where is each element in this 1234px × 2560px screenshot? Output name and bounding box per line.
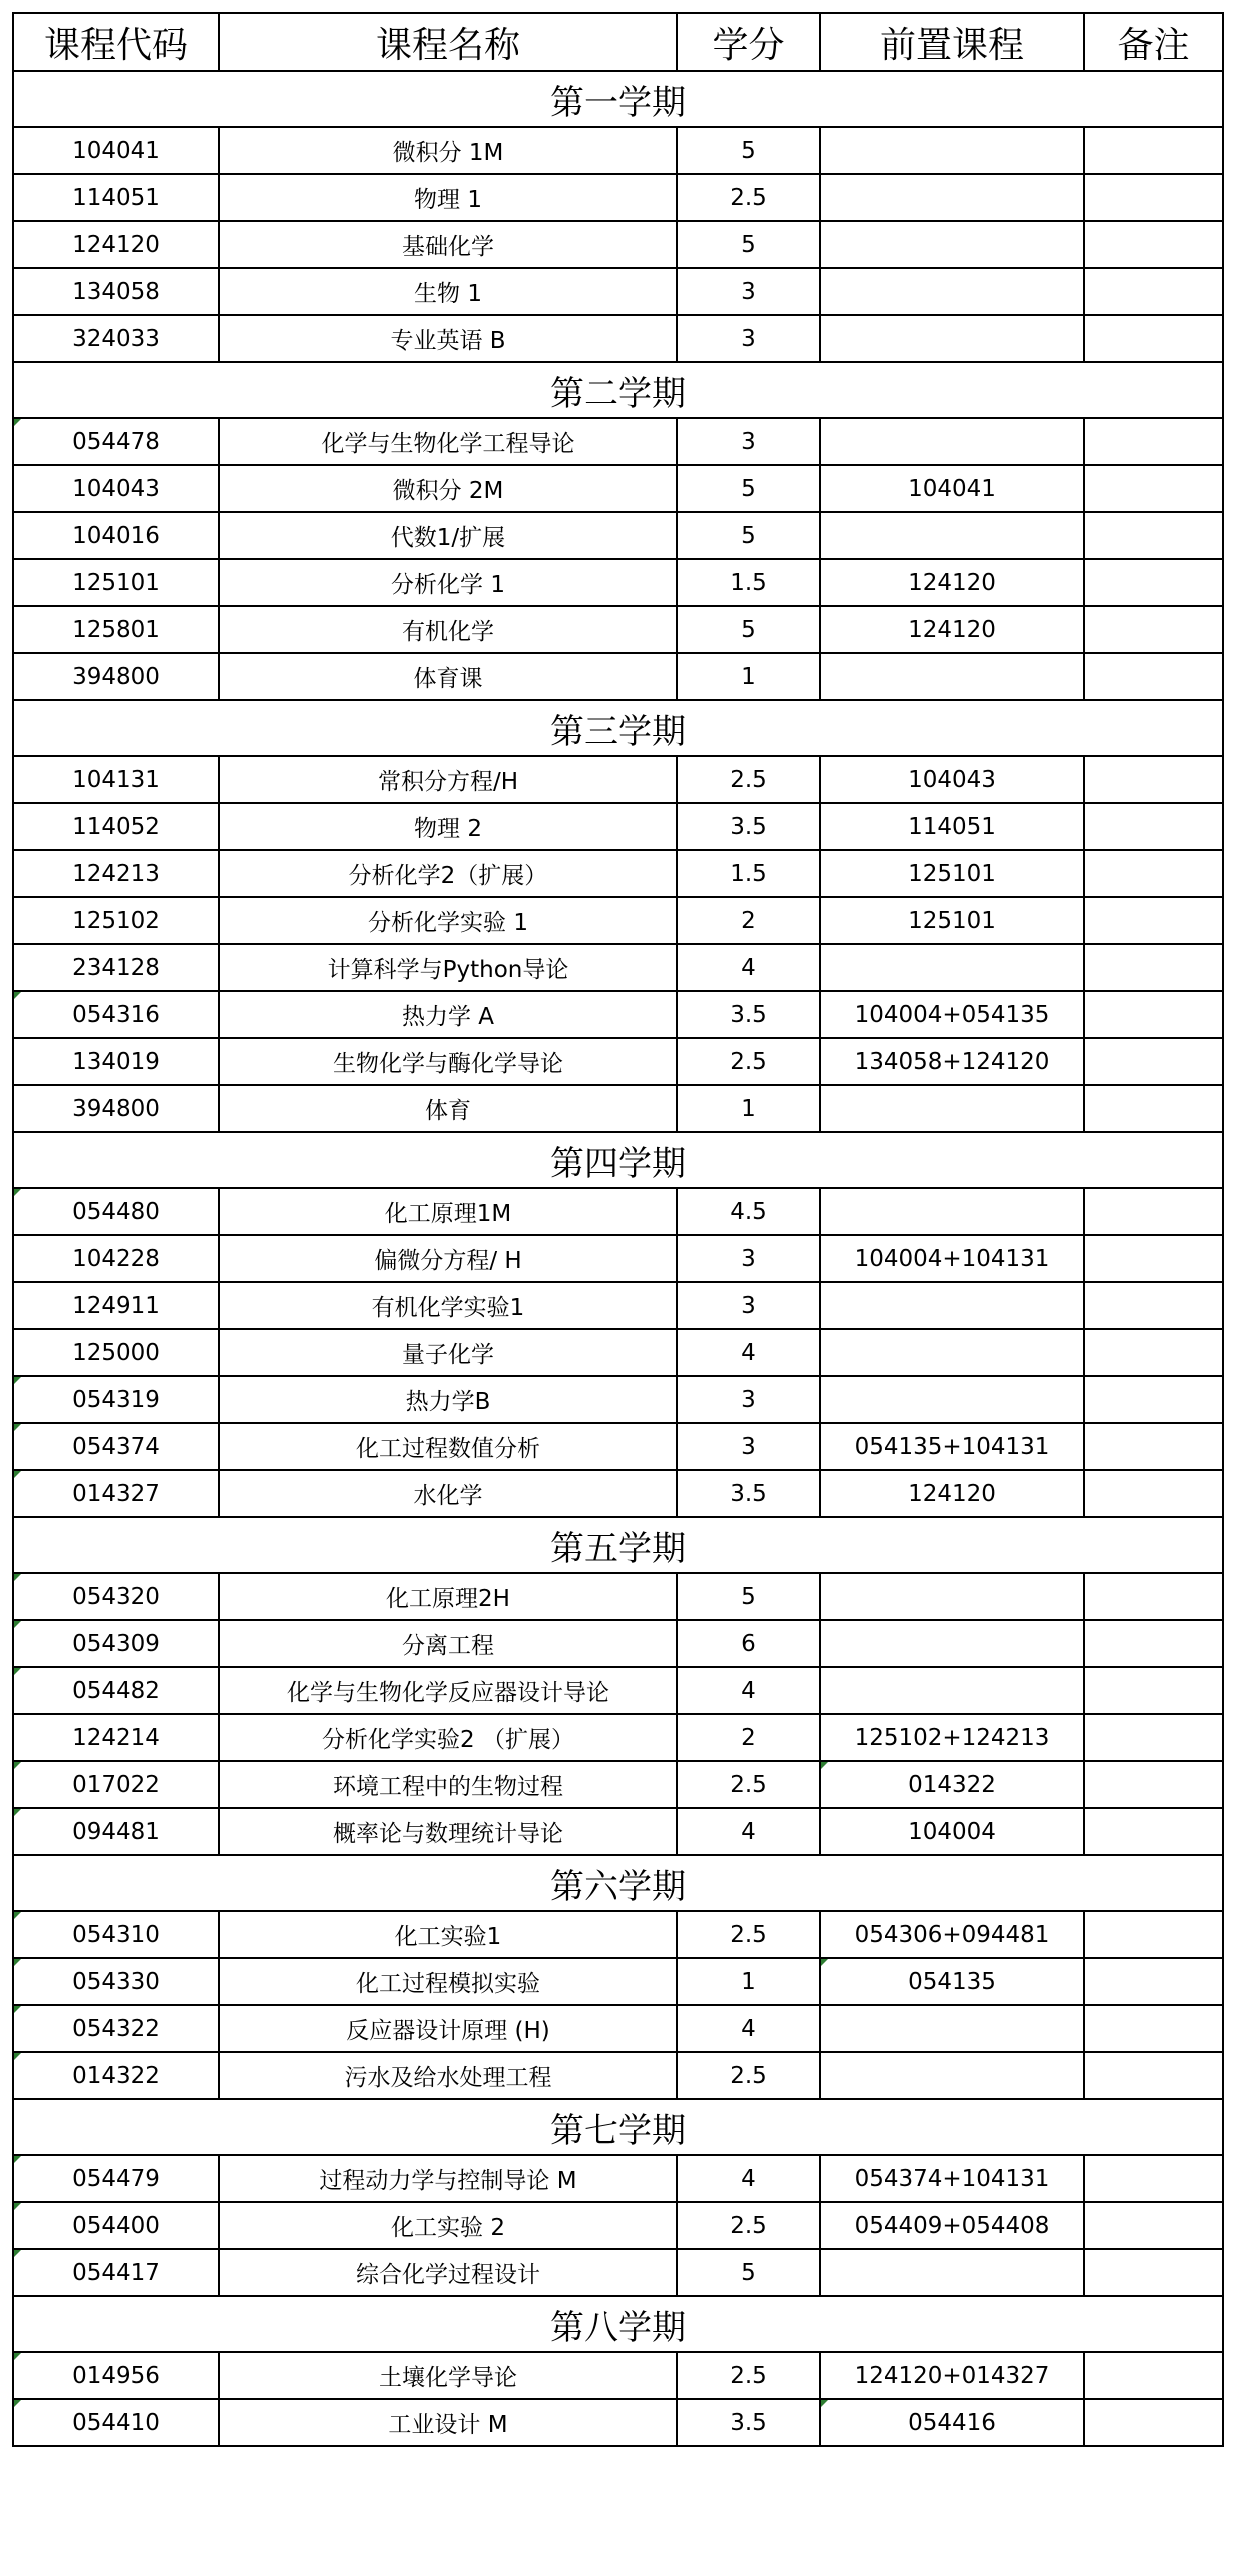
course-code-cell: 054309	[13, 1620, 219, 1667]
prerequisite-cell: 054306+094481	[820, 1911, 1084, 1958]
credit-cell: 5	[677, 512, 820, 559]
note-cell	[1084, 850, 1223, 897]
credit-cell: 1	[677, 653, 820, 700]
note-cell	[1084, 1714, 1223, 1761]
note-cell	[1084, 1573, 1223, 1620]
course-code-cell: 114052	[13, 803, 219, 850]
credit-cell: 3.5	[677, 1470, 820, 1517]
prerequisite-cell: 014322	[820, 1761, 1084, 1808]
note-cell	[1084, 1085, 1223, 1132]
header-course-name: 课程名称	[219, 13, 677, 71]
table-row	[13, 1038, 1223, 1085]
credit-cell: 5	[677, 1573, 820, 1620]
note-cell	[1084, 1667, 1223, 1714]
table-row	[13, 897, 1223, 944]
course-code-cell: 054374	[13, 1423, 219, 1470]
semester-title: 第一学期	[13, 71, 1223, 127]
credit-cell: 2	[677, 1714, 820, 1761]
table-body	[13, 71, 1223, 2446]
credit-cell: 3	[677, 1376, 820, 1423]
note-cell	[1084, 803, 1223, 850]
table-row	[13, 1573, 1223, 1620]
note-cell	[1084, 315, 1223, 362]
table-row	[13, 1714, 1223, 1761]
course-code-cell: 124120	[13, 221, 219, 268]
course-code-cell: 054479	[13, 2155, 219, 2202]
credit-cell: 1	[677, 1958, 820, 2005]
course-code-cell: 104228	[13, 1235, 219, 1282]
prerequisite-cell: 054135+104131	[820, 1423, 1084, 1470]
credit-cell: 2.5	[677, 1038, 820, 1085]
table-row	[13, 465, 1223, 512]
course-name-cell: 物理 1	[219, 174, 677, 221]
table-row	[13, 1808, 1223, 1855]
course-name-cell: 有机化学	[219, 606, 677, 653]
table-row	[13, 1620, 1223, 1667]
course-code-cell: 054330	[13, 1958, 219, 2005]
note-cell	[1084, 606, 1223, 653]
note-cell	[1084, 1038, 1223, 1085]
course-code-cell: 054310	[13, 1911, 219, 1958]
table-row	[13, 1188, 1223, 1235]
table-row	[13, 1376, 1223, 1423]
course-name-cell: 化工原理2H	[219, 1573, 677, 1620]
note-cell	[1084, 1958, 1223, 2005]
prerequisite-cell	[820, 1188, 1084, 1235]
credit-cell: 3.5	[677, 803, 820, 850]
prerequisite-cell: 054135	[820, 1958, 1084, 2005]
semester-title: 第三学期	[13, 700, 1223, 756]
note-cell	[1084, 1235, 1223, 1282]
table-row	[13, 2249, 1223, 2296]
table-row	[13, 1470, 1223, 1517]
credit-cell: 2.5	[677, 756, 820, 803]
course-name-cell: 化工过程模拟实验	[219, 1958, 677, 2005]
prerequisite-cell: 054416	[820, 2399, 1084, 2446]
credit-cell: 5	[677, 127, 820, 174]
note-cell	[1084, 1329, 1223, 1376]
course-name-cell: 物理 2	[219, 803, 677, 850]
semester-title: 第二学期	[13, 362, 1223, 418]
prerequisite-cell: 104041	[820, 465, 1084, 512]
course-name-cell: 水化学	[219, 1470, 677, 1517]
course-code-cell: 104041	[13, 127, 219, 174]
semester-header-row	[13, 1132, 1223, 1188]
table-row	[13, 653, 1223, 700]
prerequisite-cell	[820, 2249, 1084, 2296]
prerequisite-cell	[820, 221, 1084, 268]
note-cell	[1084, 1808, 1223, 1855]
course-name-cell: 反应器设计原理 (H)	[219, 2005, 677, 2052]
credit-cell: 2.5	[677, 2352, 820, 2399]
credit-cell: 3	[677, 418, 820, 465]
note-cell	[1084, 268, 1223, 315]
course-code-cell: 054410	[13, 2399, 219, 2446]
credit-cell: 4	[677, 2155, 820, 2202]
prerequisite-cell: 114051	[820, 803, 1084, 850]
table-row	[13, 1235, 1223, 1282]
note-cell	[1084, 2155, 1223, 2202]
course-name-cell: 偏微分方程/ H	[219, 1235, 677, 1282]
course-code-cell: 124213	[13, 850, 219, 897]
prerequisite-cell	[820, 127, 1084, 174]
credit-cell: 3	[677, 268, 820, 315]
course-code-cell: 017022	[13, 1761, 219, 1808]
table-row	[13, 1761, 1223, 1808]
table-row	[13, 2005, 1223, 2052]
course-code-cell: 054400	[13, 2202, 219, 2249]
prerequisite-cell: 054374+104131	[820, 2155, 1084, 2202]
credit-cell: 4	[677, 1329, 820, 1376]
header-note: 备注	[1084, 13, 1223, 71]
semester-title: 第八学期	[13, 2296, 1223, 2352]
course-name-cell: 土壤化学导论	[219, 2352, 677, 2399]
course-code-cell: 054482	[13, 1667, 219, 1714]
prerequisite-cell	[820, 315, 1084, 362]
credit-cell: 1.5	[677, 850, 820, 897]
note-cell	[1084, 1761, 1223, 1808]
credit-cell: 5	[677, 465, 820, 512]
course-name-cell: 有机化学实验1	[219, 1282, 677, 1329]
credit-cell: 2.5	[677, 2052, 820, 2099]
course-name-cell: 热力学 A	[219, 991, 677, 1038]
prerequisite-cell	[820, 1376, 1084, 1423]
credit-cell: 2.5	[677, 1911, 820, 1958]
credit-cell: 5	[677, 2249, 820, 2296]
table-row	[13, 2052, 1223, 2099]
table-row	[13, 127, 1223, 174]
note-cell	[1084, 1470, 1223, 1517]
course-name-cell: 化工实验1	[219, 1911, 677, 1958]
semester-title: 第四学期	[13, 1132, 1223, 1188]
prerequisite-cell	[820, 418, 1084, 465]
prerequisite-cell: 124120	[820, 559, 1084, 606]
table-row	[13, 850, 1223, 897]
course-name-cell: 化工实验 2	[219, 2202, 677, 2249]
table-row	[13, 174, 1223, 221]
prerequisite-cell: 125101	[820, 897, 1084, 944]
note-cell	[1084, 2005, 1223, 2052]
table-row	[13, 1085, 1223, 1132]
note-cell	[1084, 897, 1223, 944]
course-code-cell: 114051	[13, 174, 219, 221]
course-name-cell: 微积分 1M	[219, 127, 677, 174]
note-cell	[1084, 127, 1223, 174]
table-row	[13, 756, 1223, 803]
course-code-cell: 014956	[13, 2352, 219, 2399]
prerequisite-cell: 054409+054408	[820, 2202, 1084, 2249]
course-code-cell: 394800	[13, 653, 219, 700]
credit-cell: 2.5	[677, 2202, 820, 2249]
course-name-cell: 概率论与数理统计导论	[219, 1808, 677, 1855]
table-row	[13, 418, 1223, 465]
credit-cell: 3	[677, 1282, 820, 1329]
course-name-cell: 计算科学与Python导论	[219, 944, 677, 991]
prerequisite-cell	[820, 2005, 1084, 2052]
note-cell	[1084, 559, 1223, 606]
table-row	[13, 1423, 1223, 1470]
course-code-cell: 124911	[13, 1282, 219, 1329]
table-row	[13, 2202, 1223, 2249]
course-code-cell: 054480	[13, 1188, 219, 1235]
credit-cell: 3	[677, 315, 820, 362]
table-row	[13, 559, 1223, 606]
credit-cell: 4	[677, 2005, 820, 2052]
table-row	[13, 991, 1223, 1038]
prerequisite-cell: 134058+124120	[820, 1038, 1084, 1085]
course-plan-table	[12, 12, 1224, 2447]
course-name-cell: 分析化学实验 1	[219, 897, 677, 944]
credit-cell: 4	[677, 1808, 820, 1855]
course-name-cell: 污水及给水处理工程	[219, 2052, 677, 2099]
prerequisite-cell	[820, 1573, 1084, 1620]
prerequisite-cell	[820, 1667, 1084, 1714]
prerequisite-cell	[820, 1329, 1084, 1376]
prerequisite-cell	[820, 1085, 1084, 1132]
note-cell	[1084, 1423, 1223, 1470]
note-cell	[1084, 756, 1223, 803]
course-code-cell: 104043	[13, 465, 219, 512]
table-row	[13, 2352, 1223, 2399]
course-name-cell: 化工过程数值分析	[219, 1423, 677, 1470]
prerequisite-cell: 124120+014327	[820, 2352, 1084, 2399]
course-code-cell: 125801	[13, 606, 219, 653]
table-row	[13, 315, 1223, 362]
prerequisite-cell: 104043	[820, 756, 1084, 803]
course-name-cell: 化学与生物化学反应器设计导论	[219, 1667, 677, 1714]
header-prerequisite: 前置课程	[820, 13, 1084, 71]
note-cell	[1084, 2052, 1223, 2099]
credit-cell: 6	[677, 1620, 820, 1667]
course-code-cell: 394800	[13, 1085, 219, 1132]
table-row	[13, 1282, 1223, 1329]
table-row	[13, 221, 1223, 268]
credit-cell: 3.5	[677, 2399, 820, 2446]
prerequisite-cell	[820, 1620, 1084, 1667]
table-row	[13, 1911, 1223, 1958]
note-cell	[1084, 1376, 1223, 1423]
course-name-cell: 分析化学2（扩展）	[219, 850, 677, 897]
table-row	[13, 512, 1223, 559]
credit-cell: 3	[677, 1235, 820, 1282]
course-name-cell: 专业英语 B	[219, 315, 677, 362]
course-code-cell: 125102	[13, 897, 219, 944]
prerequisite-cell	[820, 944, 1084, 991]
credit-cell: 5	[677, 606, 820, 653]
header-row	[13, 13, 1223, 71]
credit-cell: 1	[677, 1085, 820, 1132]
prerequisite-cell	[820, 653, 1084, 700]
course-name-cell: 分析化学实验2 （扩展）	[219, 1714, 677, 1761]
semester-title: 第五学期	[13, 1517, 1223, 1573]
course-code-cell: 014327	[13, 1470, 219, 1517]
course-name-cell: 过程动力学与控制导论 M	[219, 2155, 677, 2202]
course-code-cell: 125000	[13, 1329, 219, 1376]
course-name-cell: 综合化学过程设计	[219, 2249, 677, 2296]
table-row	[13, 2155, 1223, 2202]
note-cell	[1084, 512, 1223, 559]
prerequisite-cell: 104004	[820, 1808, 1084, 1855]
table-row	[13, 1958, 1223, 2005]
prerequisite-cell: 125101	[820, 850, 1084, 897]
semester-title: 第六学期	[13, 1855, 1223, 1911]
course-name-cell: 生物化学与酶化学导论	[219, 1038, 677, 1085]
prerequisite-cell: 104004+054135	[820, 991, 1084, 1038]
course-code-cell: 054322	[13, 2005, 219, 2052]
prerequisite-cell	[820, 2052, 1084, 2099]
course-code-cell: 125101	[13, 559, 219, 606]
credit-cell: 3.5	[677, 991, 820, 1038]
note-cell	[1084, 653, 1223, 700]
course-code-cell: 134058	[13, 268, 219, 315]
prerequisite-cell: 125102+124213	[820, 1714, 1084, 1761]
course-name-cell: 代数1/扩展	[219, 512, 677, 559]
note-cell	[1084, 1620, 1223, 1667]
course-code-cell: 054478	[13, 418, 219, 465]
course-name-cell: 分离工程	[219, 1620, 677, 1667]
course-code-cell: 054320	[13, 1573, 219, 1620]
course-code-cell: 134019	[13, 1038, 219, 1085]
table-row	[13, 268, 1223, 315]
note-cell	[1084, 944, 1223, 991]
note-cell	[1084, 174, 1223, 221]
course-name-cell: 化工原理1M	[219, 1188, 677, 1235]
table-row	[13, 606, 1223, 653]
course-name-cell: 微积分 2M	[219, 465, 677, 512]
credit-cell: 2.5	[677, 1761, 820, 1808]
prerequisite-cell	[820, 174, 1084, 221]
semester-header-row	[13, 1517, 1223, 1573]
prerequisite-cell: 124120	[820, 606, 1084, 653]
prerequisite-cell	[820, 512, 1084, 559]
course-name-cell: 量子化学	[219, 1329, 677, 1376]
table-row	[13, 1667, 1223, 1714]
credit-cell: 4	[677, 1667, 820, 1714]
course-code-cell: 054316	[13, 991, 219, 1038]
prerequisite-cell	[820, 1282, 1084, 1329]
semester-header-row	[13, 71, 1223, 127]
credit-cell: 4.5	[677, 1188, 820, 1235]
course-name-cell: 常积分方程/H	[219, 756, 677, 803]
course-code-cell: 014322	[13, 2052, 219, 2099]
course-name-cell: 体育	[219, 1085, 677, 1132]
table-row	[13, 803, 1223, 850]
note-cell	[1084, 2399, 1223, 2446]
note-cell	[1084, 418, 1223, 465]
note-cell	[1084, 1282, 1223, 1329]
header-course-code: 课程代码	[13, 13, 219, 71]
prerequisite-cell: 124120	[820, 1470, 1084, 1517]
note-cell	[1084, 465, 1223, 512]
course-code-cell: 104016	[13, 512, 219, 559]
table-row	[13, 2399, 1223, 2446]
note-cell	[1084, 991, 1223, 1038]
course-name-cell: 工业设计 M	[219, 2399, 677, 2446]
semester-title: 第七学期	[13, 2099, 1223, 2155]
course-name-cell: 化学与生物化学工程导论	[219, 418, 677, 465]
table-row	[13, 1329, 1223, 1376]
note-cell	[1084, 1188, 1223, 1235]
course-code-cell: 234128	[13, 944, 219, 991]
credit-cell: 2.5	[677, 174, 820, 221]
semester-header-row	[13, 1855, 1223, 1911]
note-cell	[1084, 1911, 1223, 1958]
note-cell	[1084, 2352, 1223, 2399]
semester-header-row	[13, 700, 1223, 756]
course-name-cell: 基础化学	[219, 221, 677, 268]
course-code-cell: 094481	[13, 1808, 219, 1855]
note-cell	[1084, 2202, 1223, 2249]
course-code-cell: 104131	[13, 756, 219, 803]
course-name-cell: 体育课	[219, 653, 677, 700]
table-row	[13, 944, 1223, 991]
credit-cell: 1.5	[677, 559, 820, 606]
credit-cell: 5	[677, 221, 820, 268]
note-cell	[1084, 2249, 1223, 2296]
credit-cell: 2	[677, 897, 820, 944]
credit-cell: 4	[677, 944, 820, 991]
course-code-cell: 324033	[13, 315, 219, 362]
course-name-cell: 热力学B	[219, 1376, 677, 1423]
prerequisite-cell	[820, 268, 1084, 315]
course-name-cell: 环境工程中的生物过程	[219, 1761, 677, 1808]
course-code-cell: 054417	[13, 2249, 219, 2296]
header-credit: 学分	[677, 13, 820, 71]
course-name-cell: 分析化学 1	[219, 559, 677, 606]
prerequisite-cell: 104004+104131	[820, 1235, 1084, 1282]
semester-header-row	[13, 2099, 1223, 2155]
semester-header-row	[13, 362, 1223, 418]
course-code-cell: 054319	[13, 1376, 219, 1423]
semester-header-row	[13, 2296, 1223, 2352]
course-code-cell: 124214	[13, 1714, 219, 1761]
course-name-cell: 生物 1	[219, 268, 677, 315]
note-cell	[1084, 221, 1223, 268]
credit-cell: 3	[677, 1423, 820, 1470]
